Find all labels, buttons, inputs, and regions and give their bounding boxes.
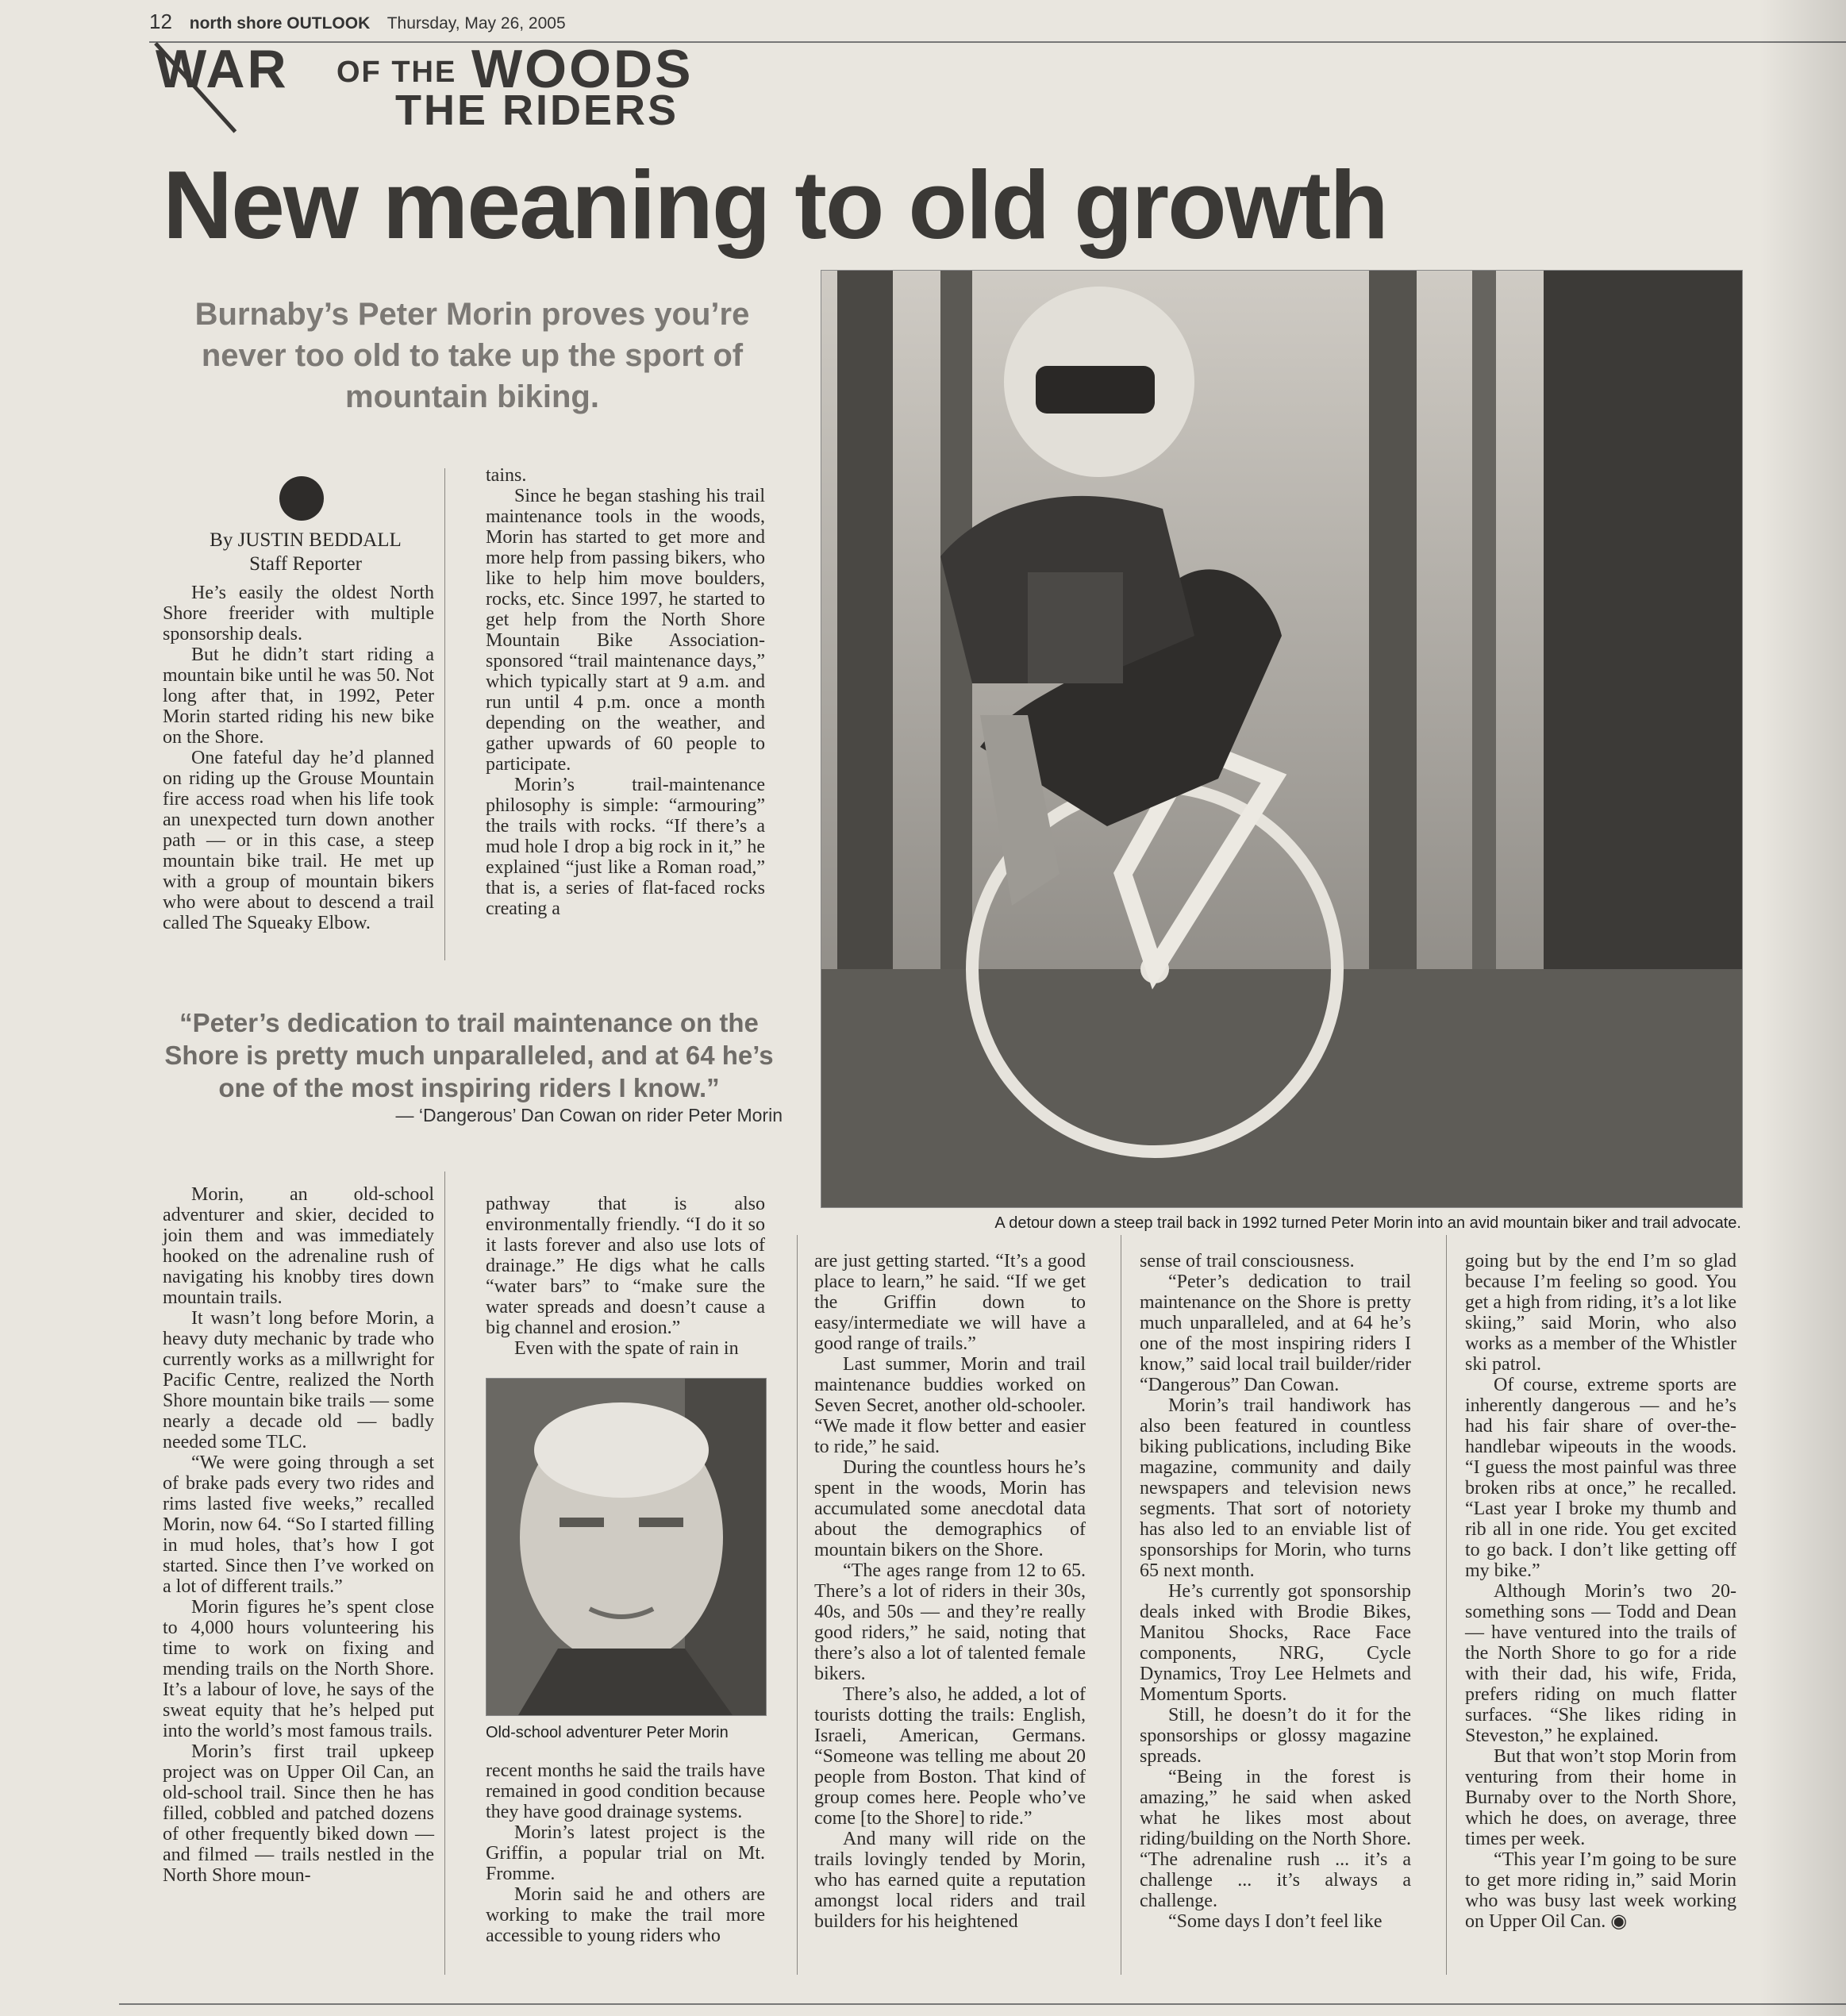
article-paragraph: But that won’t stop Morin from venturing from their home in Burnaby over to the North Shore, which he does, on average, three times per week. — [1465, 1746, 1736, 1849]
bottom-rule — [119, 2003, 1846, 2005]
column-rule — [797, 1235, 798, 1975]
peter-morin-portrait — [486, 1379, 766, 1715]
column-rule — [444, 1172, 445, 1975]
column-2-bottom-a-paragraphs — [486, 1338, 765, 1359]
article-paragraph: Since he began stashing his trail maintenance tools in the woods, Morin has started to get more and more help from passing bikers, who like to help him move boulders, rocks, etc. Since 1997, he started to get help from the North Shore Mountain Bike Association-sponsored “trail maintenance days,” which typically start at 9 a.m. and run until 4 p.m. once a month depending on the weather, and gather upwards of 60 people to participate. — [486, 486, 765, 775]
article-paragraph: “The ages range from 12 to 65. There’s a lot of riders in their 30s, 40s, and 50s — and they’re really good riders,” he said, noting that there’s also a lot of talented female bikers. — [814, 1560, 1086, 1684]
article-paragraph: But he didn’t start riding a mountain bike until he was 50. Not long after that, in 1992, Peter Morin started riding his new bike on the Shore. — [163, 644, 434, 748]
article-paragraph: Morin’s latest project is the Griffin, a popular trial on Mt. Fromme. — [486, 1822, 765, 1884]
pull-quote: “Peter’s dedication to trail maintenance on the Shore is pretty much unparalleled, and at 64 he’s one of the most inspiring riders I know.” — [164, 1008, 774, 1102]
article-paragraph: Morin’s trail-maintenance philosophy is simple: “armouring” the trails with rocks. “If there’s a mud hole I drop a big rock in it,” he explained “just like a Roman road,” that is, a series of flat-faced rocks creating a — [486, 775, 765, 919]
article-column-4 — [1140, 1251, 1411, 1932]
column-3-paragraphs — [814, 1354, 1086, 1932]
page-folio — [149, 10, 566, 34]
article-column-1-bottom — [163, 1184, 434, 1886]
article-paragraph: During the countless hours he’s spent in the woods, Morin has accumulated some anecdotal data about the demographics of mountain bikers on the Shore. — [814, 1457, 1086, 1560]
article-paragraph: “Peter’s dedication to trail maintenance on the Shore is pretty much unparalleled, and at 64 he’s one of the most inspiring riders I know,” said local trail builder/rider “Dangerous” Dan Cowan. — [1140, 1272, 1411, 1395]
kicker-of-the: OF THE — [337, 56, 457, 89]
main-photo — [821, 270, 1743, 1208]
portrait-caption: Old-school adventurer Peter Morin — [486, 1724, 729, 1741]
byline-role: Staff Reporter — [249, 553, 362, 575]
article-column-2-bottom-b — [486, 1760, 765, 1946]
kicker-woods: WOODS — [471, 39, 694, 99]
headline: New meaning to old growth — [163, 151, 1387, 259]
article-paragraph: Morin, an old-school adventurer and skier, decided to join them and was immediately hooked on the adrenaline rush of navigating his knobby tires down mountain trails. — [163, 1184, 434, 1308]
page-edge-shadow — [1759, 0, 1846, 2016]
portrait-photo — [486, 1378, 767, 1716]
byline — [175, 529, 437, 576]
article-paragraph: He’s easily the oldest North Shore freerider with multiple sponsorship deals. — [163, 583, 434, 644]
article-column-2-top — [486, 465, 765, 919]
mountain-biker-photo — [821, 271, 1742, 1207]
column-2-bottom-b-paragraphs — [486, 1822, 765, 1946]
article-column-2-bottom-a — [486, 1194, 765, 1359]
kicker-war: WAR — [156, 39, 289, 99]
kicker-subtitle: THE RIDERS — [395, 87, 679, 134]
article-paragraph: “Some days I don’t feel like — [1168, 1911, 1383, 1932]
byline-bullet — [279, 476, 324, 521]
article-paragraph: Of course, extreme sports are inherently dangerous — and he’s had his fair share of over-the-handlebar wipeouts in the woods. “I guess the most painful was three broken ribs at once,” he recalled. “Last year I broke my thumb and rib all in one ride. You get excited to go back. I don’t like getting off my bike.” — [1465, 1375, 1736, 1581]
article-paragraph: Morin said he and others are working to make the trail more accessible to young riders who — [486, 1884, 765, 1946]
pull-quote-attribution: — ‘Dangerous’ Dan Cowan on rider Peter Morin — [395, 1105, 783, 1125]
article-paragraph: “Being in the forest is amazing,” he said when asked what he likes most about riding/building on the North Shore. “The adrenaline rush ... it’s a challenge ... it’s always a challenge. — [1140, 1767, 1411, 1911]
publication-name: north shore OUTLOOK — [189, 14, 371, 33]
page-number: 12 — [149, 10, 172, 33]
main-photo-caption: A detour down a steep trail back in 1992 turned Peter Morin into an avid mountain biker and trail advocate. — [994, 1214, 1741, 1232]
article-paragraph: “We were going through a set of brake pads every two rides and rims lasted five weeks,” recalled Morin, now 64. “So I started filling in mud holes, that’s how I got started. Since then I’ve worked on a lot of different trails.” — [163, 1452, 434, 1597]
column-rule — [444, 468, 445, 960]
article-paragraph: Morin’s first trail upkeep project was on Upper Oil Can, an old-school trail. Since then he has filled, cobbled and patched dozens of other frequently biked down — and filmed — trails nestled in the North Shore moun- — [163, 1741, 434, 1886]
article-paragraph: Even with the spate of rain in — [514, 1338, 739, 1359]
article-paragraph: And many will ride on the trails lovingly tended by Morin, who has earned quite a reputation amongst local riders and trail builders for his heightened — [814, 1829, 1086, 1932]
article-paragraph: Morin figures he’s spent close to 4,000 hours volunteering his time to work on fixing and mending trails on the North Shore. It’s a labour of love, he says of the sweat equity that he’s helped put into the world’s most famous trails. — [163, 1597, 434, 1741]
column-5-start: going but by the end I’m so glad because I’m feeling so good. You get a high from riding, it’s a lot like skiing,” said Morin, who also works as a member of the Whistler ski patrol. — [1465, 1251, 1736, 1375]
issue-date: Thursday, May 26, 2005 — [387, 14, 566, 33]
article-column-3 — [814, 1251, 1086, 1932]
column-2-top-start: tains. — [486, 465, 527, 486]
column-4-paragraphs — [1140, 1272, 1411, 1932]
byline-author: By JUSTIN BEDDALL — [210, 529, 402, 551]
section-kicker — [156, 38, 775, 157]
article-paragraph: Still, he doesn’t do it for the sponsorships or glossy magazine spreads. — [1140, 1705, 1411, 1767]
article-paragraph: “This year I’m going to be sure to get more riding in,” said Morin who was busy last week working on Upper Oil Can. ◉ — [1465, 1849, 1736, 1932]
column-3-start: are just getting started. “It’s a good place to learn,” he said. “If we get the Griffin down to easy/intermediate we will have a good range of trails.” — [814, 1251, 1086, 1354]
article-paragraph: Although Morin’s two 20-something sons — Todd and Dean— have ventured into the trails of the North Shore to go for a ride with their dad, his wife, Frida, prefers riding on much flatter surfaces. “She likes riding in Steveston,” he explained. — [1465, 1581, 1736, 1746]
column-rule — [1446, 1235, 1447, 1975]
article-paragraph: One fateful day he’d planned on riding up the Grouse Mountain fire access road when his life took an unexpected turn down another path — or in this case, a steep mountain bike trail. He met up with a group of mountain bikers who were about to descend a trail called The Squeaky Elbow. — [163, 748, 434, 933]
deck: Burnaby’s Peter Morin proves you’re never too old to take up the sport of mountain biking. — [194, 297, 750, 414]
article-paragraph: There’s also, he added, a lot of tourists dotting the trails: English, Israeli, American, Germans. “Someone was telling me about 20 people from Boston. That kind of group comes here. People who’ve come [to the Shore] to ride.” — [814, 1684, 1086, 1829]
article-paragraph: Last summer, Morin and trail maintenance buddies worked on Seven Secret, another old-schooler. “We made it flow better and easier to ride,” he said. — [814, 1354, 1086, 1457]
article-paragraph: It wasn’t long before Morin, a heavy duty mechanic by trade who currently works as a millwright for Pacific Centre, realized the North Shore mountain bike trails — some nearly a decade old — badly needed some TLC. — [163, 1308, 434, 1452]
column-5-paragraphs — [1465, 1375, 1736, 1932]
article-paragraph: He’s currently got sponsorship deals inked with Brodie Bikes, Manitou Shocks, Race Face components, NRG, Cycle Dynamics, Troy Lee Helmets and Momentum Sports. — [1140, 1581, 1411, 1705]
column-2-top-paragraphs — [486, 486, 765, 919]
article-column-5 — [1465, 1251, 1736, 1932]
column-2-bottom-start: pathway that is also environmentally friendly. “I do it so it lasts forever and also use lots of drainage.” He digs what he calls “water bars” to “make sure the water spreads and doesn’t cause a big channel and erosion.” — [486, 1194, 765, 1338]
column-4-start: sense of trail consciousness. — [1140, 1251, 1355, 1272]
article-column-1-top — [163, 583, 434, 933]
column-2-bottom-b-start: recent months he said the trails have remained in good condition because they have good drainage systems. — [486, 1760, 765, 1822]
article-paragraph: Morin’s trail handiwork has also been featured in countless biking publications, including Bike magazine, community and daily newspapers and television news segments. That sort of notoriety has also led to an enviable list of sponsorships for Morin, who turns 65 next month. — [1140, 1395, 1411, 1581]
